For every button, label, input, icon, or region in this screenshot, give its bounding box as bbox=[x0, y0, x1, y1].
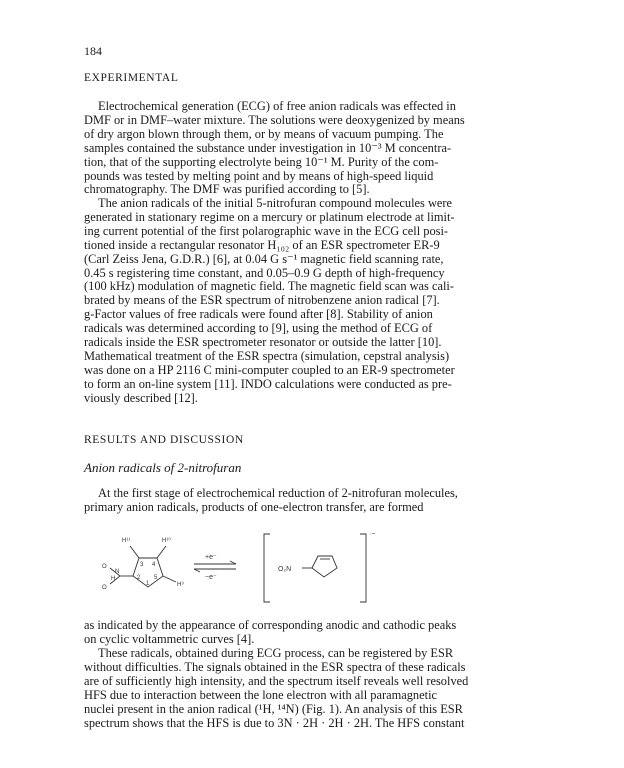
text-line: radicals was determined according to [9], using the method of ECG of bbox=[84, 321, 433, 336]
bond bbox=[130, 546, 139, 558]
text-line: chromatography. The DMF was purified according to [5]. bbox=[84, 182, 370, 197]
atom-label: 1 bbox=[146, 581, 150, 587]
text-line: Mathematical treatment of the ESR spectra (simulation, cepstral analysis) bbox=[84, 348, 450, 363]
subsection-heading: Anion radicals of 2-nitrofuran bbox=[84, 460, 242, 475]
backward-arrowhead bbox=[194, 569, 200, 572]
text-line: At the first stage of electrochemical reduction of 2-nitrofuran molecules, bbox=[98, 486, 458, 500]
text-line: to form an on-line system [11]. INDO calculations were conducted as pre- bbox=[84, 376, 452, 391]
atom-label: 3 bbox=[140, 562, 144, 568]
atom-label: 2 bbox=[137, 575, 141, 581]
text-line: are of sufficiently high intensity, and the spectrum itself reveals well resolved bbox=[84, 673, 469, 688]
text-line: brated by means of the ESR spectrum of nitrobenzene anion radical [7]. bbox=[84, 293, 440, 308]
text-line: was done on a HP 2116 C mini-computer coupled to an ER-9 spectrometer bbox=[84, 362, 455, 377]
text-line: without difficulties. The signals obtained in the ESR spectra of these radicals bbox=[84, 659, 466, 674]
radical-charge: ·− bbox=[369, 531, 376, 538]
text-line: g-Factor values of free radicals were found after [8]. Stability of anion bbox=[84, 307, 433, 322]
right-bracket bbox=[360, 534, 366, 602]
section-heading-results: RESULTS AND DISCUSSION bbox=[84, 434, 244, 446]
paragraph-esr-spectra bbox=[84, 647, 544, 730]
paragraph-voltammetry bbox=[84, 619, 544, 647]
backward-label: −e⁻ bbox=[205, 574, 217, 581]
page-number: 184 bbox=[84, 44, 102, 58]
text-line: (100 kHz) modulation of magnetic field. The magnetic field scan was cali- bbox=[84, 279, 454, 294]
paragraph-ecg-generation bbox=[84, 100, 544, 197]
text-line: 0.45 s registering time constant, and 0.05–0.9 G depth of high-frequency bbox=[84, 265, 445, 280]
reaction-scheme-drawing bbox=[84, 526, 414, 612]
text-line: spectrum shows that the HFS is due to 3N · 2H · 2H · 2H. The HFS constant bbox=[84, 715, 465, 730]
forward-arrowhead bbox=[230, 561, 236, 564]
text-line: radicals inside the ESR spectrometer resonator or outside the latter [10]. bbox=[84, 335, 442, 350]
text-line: The anion radicals of the initial 5-nitrofuran compound molecules were bbox=[98, 196, 453, 210]
atom-label: H¹¹ bbox=[122, 538, 131, 544]
paragraph-reduction-intro bbox=[84, 487, 544, 515]
text-line: as indicated by the appearance of corresponding anodic and cathodic peaks bbox=[84, 618, 457, 632]
atom-label: 4 bbox=[152, 562, 156, 568]
text-line: generated in stationary regime on a mercury or platinum electrode at limit- bbox=[84, 209, 455, 224]
text-line: ing current potential of the first polarographic wave in the ECG cell posi- bbox=[84, 223, 449, 238]
bond bbox=[157, 546, 166, 558]
nitro-label: O₂N bbox=[278, 566, 292, 573]
text-line: These radicals, obtained during ECG process, can be registered by ESR bbox=[98, 646, 454, 660]
text-line: tion, that of the supporting electrolyte being 10⁻¹ M. Purity of the com- bbox=[84, 154, 439, 169]
text-line: HFS due to interaction between the lone electron with all paramagnetic bbox=[84, 687, 438, 702]
paragraph-anion-radical-generation bbox=[84, 197, 544, 406]
text-line: (Carl Zeiss Jena, G.D.R.) [6], at 0.04 G s⁻¹ magnetic field scanning rate, bbox=[84, 251, 444, 266]
reaction-scheme bbox=[84, 526, 414, 612]
text-line: nuclei present in the anion radical (¹H, ¹⁴N) (Fig. 1). An analysis of this ESR bbox=[84, 701, 463, 716]
text-line: of dry argon blown through them, or by means of vacuum pumping. The bbox=[84, 126, 444, 141]
text-line: on cyclic voltammetric curves [4]. bbox=[84, 631, 255, 646]
atom-label: H bbox=[111, 576, 116, 582]
atom-label: O bbox=[102, 564, 107, 570]
text-line: DMF or in DMF–water mixture. The solutions were deoxygenized by means bbox=[84, 112, 465, 127]
forward-label: +e⁻ bbox=[205, 554, 217, 561]
left-bracket bbox=[264, 534, 270, 602]
text-line: Electrochemical generation (ECG) of free anion radicals was effected in bbox=[98, 99, 456, 113]
equilibrium-arrows bbox=[194, 554, 236, 581]
atom-label: H¹⁰ bbox=[162, 538, 171, 544]
text-line: viously described [12]. bbox=[84, 390, 198, 405]
atom-label: N bbox=[115, 569, 120, 575]
text-line: pounds was tested by melting point and by means of high-speed liquid bbox=[84, 168, 434, 183]
text-line: samples contained the substance under investigation in 10⁻³ M concentra- bbox=[84, 140, 452, 155]
atom-label: H⁹ bbox=[177, 582, 184, 588]
text-line: primary anion radicals, products of one-electron transfer, are formed bbox=[84, 499, 424, 514]
text-line: tioned inside a rectangular resonator H₁₀₂ of an ESR spectrometer ER-9 bbox=[84, 237, 440, 252]
atom-label: O bbox=[102, 585, 107, 591]
section-heading-experimental: EXPERIMENTAL bbox=[84, 72, 179, 84]
bond bbox=[163, 576, 176, 582]
atom-label: 5 bbox=[154, 575, 158, 581]
